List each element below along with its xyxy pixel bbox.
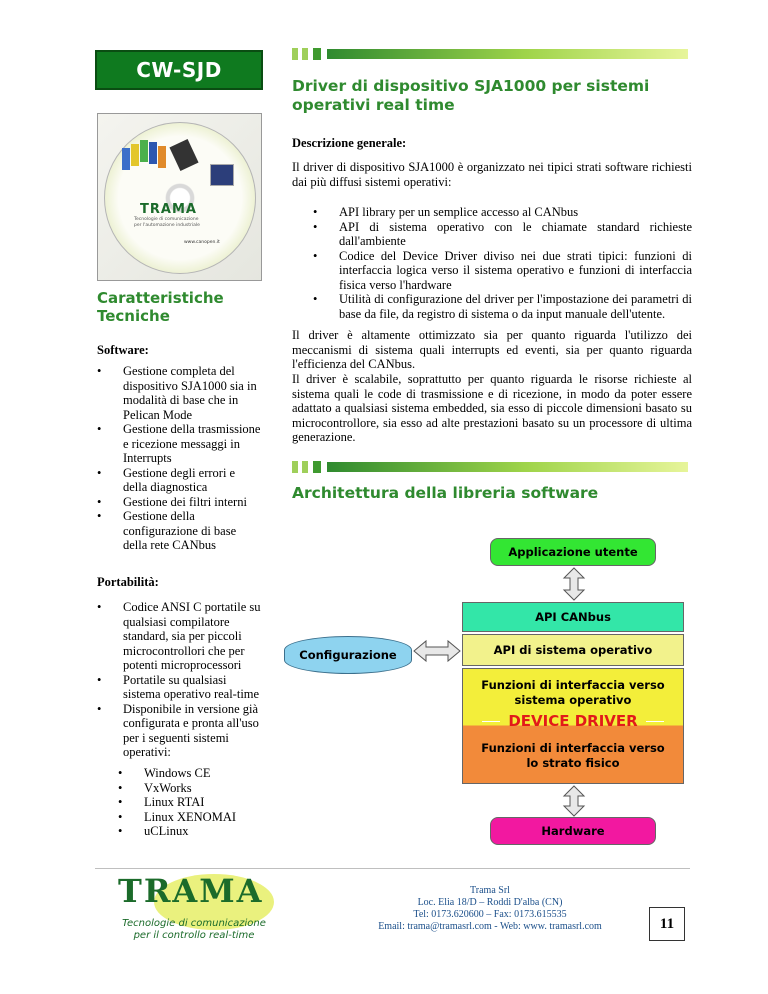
- logo-tagline-1: Tecnologie di comunicazione: [122, 918, 266, 929]
- product-badge: [95, 50, 263, 90]
- company-email: Email: trama@tramasrl.com - Web: www. tramasrl.com: [378, 921, 602, 932]
- description-label: Descrizione generale:: [292, 136, 407, 150]
- api-os-label: API di sistema operativo: [493, 643, 653, 657]
- architecture-title: Architettura della libreria software: [292, 484, 599, 502]
- footer-contact: [360, 885, 620, 933]
- list-item: • VxWorks: [118, 781, 258, 796]
- if-phys-label: Funzioni di interfaccia verso lo strato fisico: [481, 740, 665, 770]
- company-name: Trama Srl: [470, 885, 510, 896]
- portability-label: Portabilità:: [97, 575, 159, 589]
- cd-brand: TRAMA: [140, 202, 197, 217]
- cd-url: www.canopen.it: [184, 240, 220, 245]
- config-label: Configurazione: [299, 648, 397, 662]
- config-box: [284, 636, 412, 674]
- if-os-label: Funzioni di interfaccia verso sistema operativo: [481, 677, 665, 707]
- header-bar: [292, 48, 688, 60]
- company-address: Loc. Elia 18/D – Roddi D'alba (CN): [417, 897, 563, 908]
- portability-list: [97, 600, 262, 760]
- os-list: [118, 766, 258, 839]
- arrow-driver-hardware: [562, 784, 586, 818]
- app-box: [490, 538, 656, 566]
- list-item: • API library per un semplice accesso al CANbus: [313, 205, 692, 220]
- list-item: • Gestione degli errori e della diagnostica: [97, 466, 262, 495]
- footer-logo: [110, 872, 270, 944]
- tech-specs-heading: Caratteristiche Tecniche: [97, 289, 224, 325]
- list-item: • Utilità di configurazione del driver per l'impostazione dei parametri di base da file, da registro di sistema o da input manuale dell'utente.: [313, 292, 692, 321]
- list-item: • Codice del Device Driver diviso nei due strati tipici: funzioni di interfaccia logica verso il sistema operativo e funzioni di interfaccia fisica verso l'hardware: [313, 249, 692, 293]
- description-para-2: Il driver è scalabile, soprattutto per quanto riguarda le risorse richieste al sistema quali le code di trasmissione e di ricezione, in modo da poter essere adattato a qualsiasi sistema embedded, sia esso di piccole dimensioni basato su microcontrollore, sia esso ad alte prestazioni basato su un processore di ultima generazione.: [292, 372, 692, 444]
- product-cd-image: [97, 113, 262, 281]
- list-item: • Windows CE: [118, 766, 258, 781]
- device-driver-label: DEVICE DRIVER: [462, 712, 684, 730]
- footer-rule: [95, 868, 690, 869]
- main-title: Driver di dispositivo SJA1000 per sistemi operativi real time: [292, 77, 650, 114]
- list-item: • Gestione della trasmissione e ricezione messaggi in Interrupts: [97, 422, 262, 466]
- app-label: Applicazione utente: [508, 545, 638, 559]
- logo-text: TRAMA: [118, 872, 264, 910]
- software-label: Software:: [97, 343, 149, 357]
- if-os-box: [462, 668, 684, 716]
- hardware-box: [490, 817, 656, 845]
- page-number: 11: [649, 907, 685, 941]
- logo-tagline-2: per il controllo real-time: [133, 930, 255, 941]
- api-canbus-box: [462, 602, 684, 632]
- description-intro: Il driver di dispositivo SJA1000 è organizzato nei tipici strati software richiesti dai più diffusi sistemi operativi:: [292, 160, 692, 189]
- list-item: • Linux XENOMAI: [118, 810, 258, 825]
- product-badge-label: CW-SJD: [136, 58, 222, 82]
- arrow-app-api: [562, 566, 586, 602]
- cd-tagline-2: per l'automazione industriale: [134, 223, 200, 228]
- arrow-config-api: [412, 638, 462, 664]
- list-item: • Gestione completa del dispositivo SJA1000 sia in modalità di base che in Pelican Mode: [97, 364, 262, 422]
- company-phone: Tel: 0173.620600 – Fax: 0173.615535: [413, 909, 567, 920]
- list-item: • Disponibile in versione già configurata e pronta all'uso per i seguenti sistemi operativi:: [97, 702, 262, 760]
- list-item: • uCLinux: [118, 824, 258, 839]
- cd-tagline-1: Tecnologie di comunicazione: [134, 217, 199, 222]
- list-item: • API di sistema operativo con le chiamate standard richieste dall'ambiente: [313, 220, 692, 249]
- description-para-1: Il driver è altamente ottimizzato sia per quanto riguarda l'utilizzo dei meccanismi di sistema quali interrupts ed eventi, sia per quanto riguarda l'efficienza del CANbus.: [292, 328, 692, 371]
- software-list: [97, 364, 262, 553]
- list-item: • Gestione dei filtri interni: [97, 495, 262, 510]
- list-item: • Linux RTAI: [118, 795, 258, 810]
- list-item: • Portatile su qualsiasi sistema operativo real-time: [97, 673, 262, 702]
- list-item: • Codice ANSI C portatile su qualsiasi compilatore standard, sia per piccoli microcontrollori che per potenti microprocessori: [97, 600, 262, 673]
- layers-list: [313, 205, 692, 321]
- list-item: • Gestione della configurazione di base della rete CANbus: [97, 509, 262, 553]
- section-bar: [292, 461, 688, 473]
- hardware-label: Hardware: [541, 824, 605, 838]
- api-os-box: [462, 634, 684, 666]
- api-canbus-label: API CANbus: [535, 610, 611, 624]
